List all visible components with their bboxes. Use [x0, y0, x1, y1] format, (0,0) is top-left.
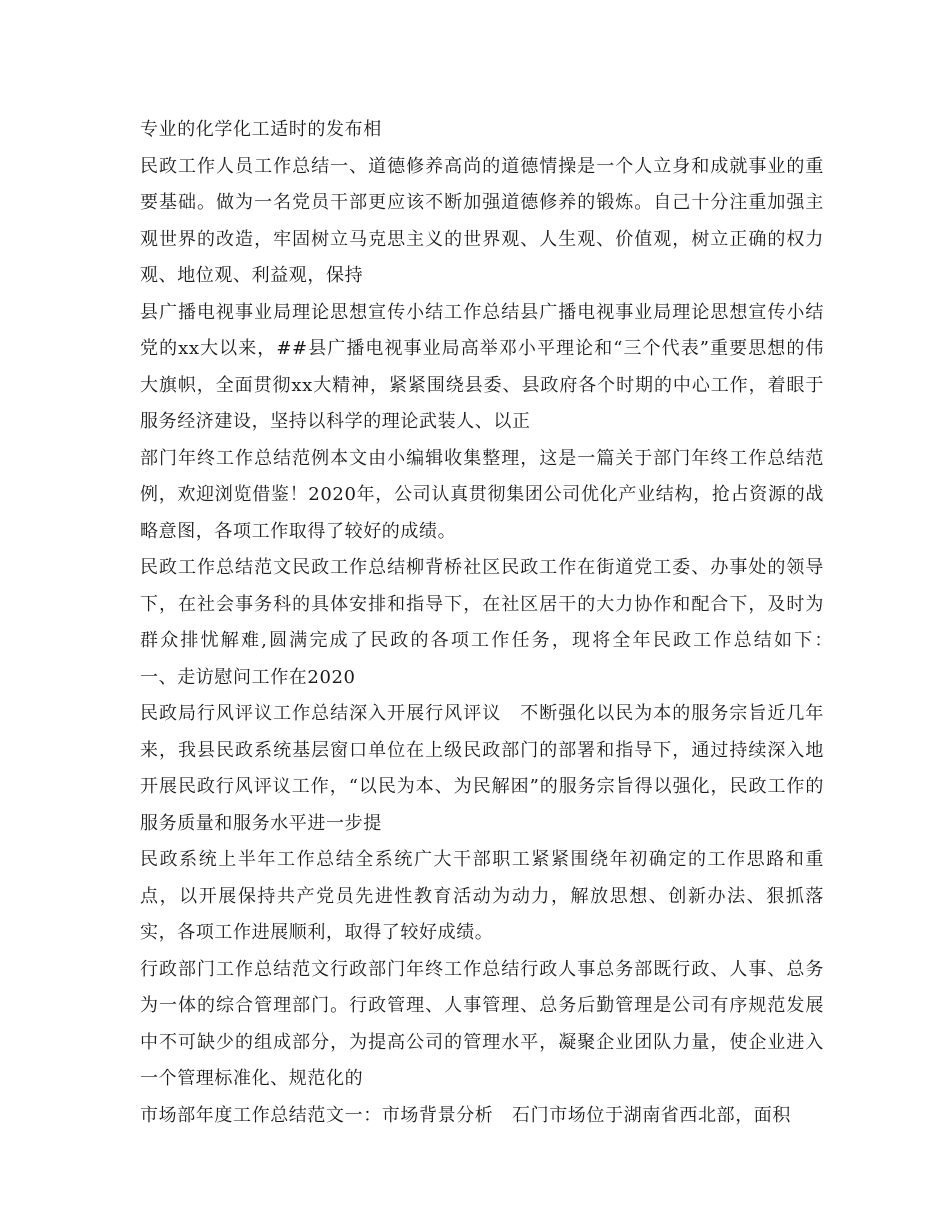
paragraph-conduct-review: 民政局行风评议工作总结深入开展行风评议 不断强化以民为本的服务宗旨近几年来，我县民政系统基层窗口单位在上级民政部门的部署和指导下，通过持续深入地开展民政行风评议工作，“以民为本、为民解困”的服务宗旨得以强化，民政工作的服务质量和服务水平进一步提 [140, 703, 824, 834]
document-body [140, 112, 843, 1134]
paragraph-civil-affairs-summary: 民政工作总结范文民政工作总结柳背桥社区民政工作在街道党工委、办事处的领导下，在社会事务科的具体安排和指导下，在社区居干的大力协作和配合下，及时为群众排忧解难,圆满完成了民政的各项工作任务，现将全年民政工作总结如下： 一、走访慰问工作在2020 [140, 557, 843, 688]
paragraph-half-year-summary: 民政系统上半年工作总结全系统广大干部职工紧紧围绕年初确定的工作思路和重点，以开展保持共产党员先进性教育活动为动力，解放思想、创新办法、狠抓落实，各项工作进展顺利，取得了较好成绩。 [140, 849, 824, 943]
paragraph-civil-affairs-staff: 民政工作人员工作总结一、道德修养高尚的道德情操是一个人立身和成就事业的重要基础。做为一名党员干部更应该不断加强道德修养的锻炼。自己十分注重加强主观世界的改造，牢固树立马克思主义的世界观、人生观、价值观，树立正确的权力观、地位观、利益观，保持 [140, 155, 824, 286]
paragraph-admin-department: 行政部门工作总结范文行政部门年终工作总结行政人事总务部既行政、人事、总务为一体的综合管理部门。行政管理、人事管理、总务后勤管理是公司有序规范发展中不可缺少的组成部分，为提高公司的管理水平，凝聚企业团队力量，使企业进入一个管理标准化、规范化的 [140, 958, 824, 1089]
paragraph-broadcasting-bureau: 县广播电视事业局理论思想宣传小结工作总结县广播电视事业局理论思想宣传小结党的xx大以来，##县广播电视事业局高举邓小平理论和“三个代表”重要思想的伟大旗帜，全面贯彻xx大精神，紧紧围绕县委、县政府各个时期的中心工作，着眼于服务经济建设，坚持以科学的理论武装人、以正 [140, 301, 824, 432]
paragraph-marketing-department: 市场部年度工作总结范文一：市场背景分析 石门市场位于湖南省西北部，面积 [140, 1104, 791, 1126]
doc-heading-line: 专业的化学化工适时的发布相 [140, 119, 382, 140]
paragraph-department-year-end: 部门年终工作总结范例本文由小编辑收集整理，这是一篇关于部门年终工作总结范例，欢迎浏览借鉴！2020年，公司认真贯彻集团公司优化产业结构，抢占资源的战略意图，各项工作取得了较好的成绩。 [140, 447, 824, 542]
